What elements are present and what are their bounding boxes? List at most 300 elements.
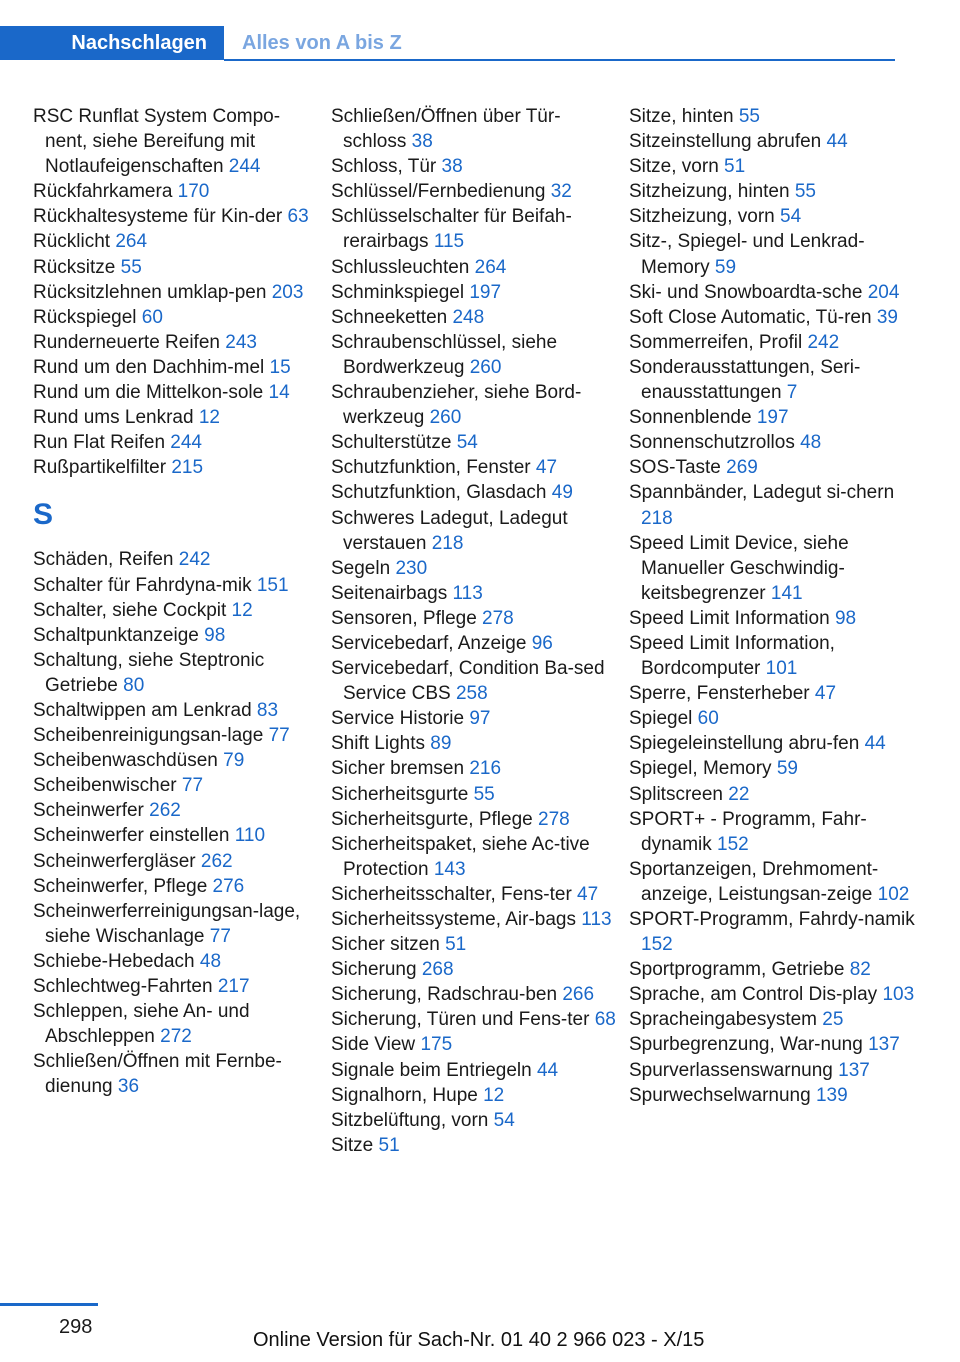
index-entry (629, 1083, 919, 1108)
index-entry-page-link[interactable]: 143 (433, 858, 466, 880)
index-entry-page-link[interactable]: 51 (724, 156, 746, 178)
index-entry (629, 606, 919, 631)
footer-text: Online Version für Sach-Nr. 01 40 2 966 023 - X/15 (253, 1329, 705, 1351)
index-entry (331, 1083, 616, 1108)
index-entry-page-link[interactable]: 51 (378, 1134, 400, 1156)
index-entry-page-link[interactable]: 141 (770, 582, 803, 604)
index-entry-term: Speed Limit Information, Bordcomputer (629, 632, 835, 680)
index-entry-page-link[interactable]: 170 (177, 181, 210, 203)
index-entry-page-link[interactable]: 55 (120, 256, 142, 278)
index-entry-term: Sitzbelüftung, vorn (331, 1109, 489, 1131)
index-entry (331, 104, 616, 154)
index-entry (629, 756, 919, 781)
index-entry-term: Schleppen, siehe An- und Abschleppen (33, 1001, 250, 1048)
index-entry (33, 405, 318, 430)
index-entry (629, 104, 919, 129)
index-entry (629, 1058, 919, 1083)
index-entry-term: Schlechtweg-Fahrten (33, 976, 213, 997)
index-entry-page-link[interactable]: 96 (531, 632, 553, 654)
index-entry (629, 480, 919, 530)
index-entry (629, 706, 919, 731)
index-entry-term: Schloss, Tür (331, 156, 437, 178)
index-entry (331, 957, 616, 982)
index-entry (33, 104, 318, 179)
index-entry (33, 823, 318, 848)
index-entry-page-link[interactable]: 54 (456, 432, 478, 454)
index-entry-term: Sicherheitspaket, siehe Ac‐tive Protection (331, 833, 590, 880)
index-entry (331, 154, 616, 179)
index-entry (629, 330, 919, 355)
index-entry-term: Schaltpunktanzeige (33, 624, 199, 646)
index-entry-term: Schalter, siehe Cockpit (33, 599, 227, 621)
index-entry-page-link[interactable]: 151 (256, 574, 289, 596)
index-entry (331, 807, 616, 832)
index-entry-term: Sicherung, Radschrau‐ben (331, 984, 558, 1006)
index-entry (33, 204, 318, 229)
header-tabbar (0, 26, 895, 62)
index-entry-term: Sitze (331, 1134, 374, 1156)
index-entry-term: Sicherung (331, 959, 417, 981)
index-entry-page-link[interactable]: 242 (807, 331, 840, 353)
index-entry (331, 455, 616, 480)
index-entry-term: SPORT+ - Programm, Fahr‐dynamik (629, 808, 867, 855)
index-entry-page-link[interactable]: 39 (876, 306, 898, 328)
index-entry-page-link[interactable]: 44 (826, 131, 848, 153)
index-entry-page-link[interactable]: 98 (834, 607, 857, 629)
index-entry (331, 380, 616, 430)
index-entry-term: Rund um den Dachhim‐mel (33, 356, 265, 378)
index-entry-term: Sicherheitsgurte, Pflege (331, 808, 533, 830)
index-entry-term: Rund ums Lenkrad (33, 407, 194, 429)
index-entry-page-link[interactable]: 269 (726, 457, 758, 479)
index-entry-term: Rückfahrkamera (33, 181, 173, 203)
index-entry-term: Sitzeinstellung abrufen (629, 131, 822, 153)
index-entry-page-link[interactable]: 55 (794, 181, 816, 203)
index-entry-page-link[interactable]: 264 (474, 256, 507, 278)
index-entry-page-link[interactable]: 101 (765, 658, 798, 680)
index-entry-term: Sonnenschutzrollos (629, 432, 795, 454)
index-entry-page-link[interactable]: 102 (877, 883, 910, 905)
index-entry (629, 982, 919, 1007)
index-entry (33, 455, 318, 480)
index-entry-page-link[interactable]: 59 (776, 758, 798, 780)
index-entry (33, 748, 318, 773)
index-entry-term: Schaltung, siehe Steptronic Getriebe (33, 649, 265, 696)
index-entry-page-link[interactable]: 243 (225, 331, 257, 353)
index-entry-term: Schraubenschlüssel, siehe Bordwerkzeug (331, 331, 558, 378)
index-entry-term: Rußpartikelfilter (33, 457, 167, 479)
index-entry (331, 280, 616, 305)
index-entry-page-link[interactable]: 47 (577, 883, 599, 905)
index-entry (331, 782, 616, 807)
index-entry (331, 882, 616, 907)
index-entry-page-link[interactable]: 54 (780, 206, 802, 228)
index-entry-page-link[interactable]: 260 (469, 356, 502, 378)
index-entry-term: Servicebedarf, Condition Ba‐sed Service CBS (331, 658, 605, 705)
index-entry-page-link[interactable]: 248 (452, 306, 485, 328)
index-entry (331, 832, 616, 882)
index-entry (331, 1058, 616, 1083)
index-entry-term: Schalter für Fahrdyna‐mik (33, 574, 252, 596)
index-entry-page-link[interactable]: 97 (469, 708, 491, 730)
index-entry (33, 1049, 318, 1099)
index-entry (331, 255, 616, 280)
index-entry (629, 957, 919, 982)
index-entry (33, 305, 318, 330)
index-entry-term: Signale beim Entriegeln (331, 1059, 532, 1081)
index-entry-page-link[interactable]: 276 (212, 875, 245, 897)
index-column-3 (629, 104, 919, 1108)
index-entry-page-link[interactable]: 230 (395, 557, 428, 579)
index-entry (33, 430, 318, 455)
index-entry-page-link[interactable]: 68 (594, 1009, 616, 1031)
index-entry-term: Sportprogramm, Getriebe (629, 959, 845, 981)
index-entry-term: Spurverlassenswarnung (629, 1059, 833, 1081)
index-entry-term: Shift Lights (331, 733, 425, 755)
index-entry-page-link[interactable]: 48 (199, 950, 222, 972)
index-entry-page-link[interactable]: 36 (117, 1076, 140, 1098)
index-entry (629, 154, 919, 179)
index-entry-term: Seitenairbags (331, 582, 448, 604)
index-entry-page-link[interactable]: 54 (493, 1109, 515, 1131)
index-entry-page-link[interactable]: 60 (697, 708, 719, 730)
index-entry (629, 807, 919, 857)
index-entry-term: Sicherheitssysteme, Air‐bags (331, 909, 576, 930)
index-entry (629, 731, 919, 756)
index-entry (33, 899, 318, 949)
index-entry (33, 999, 318, 1049)
index-entry-page-link[interactable]: 139 (815, 1084, 848, 1106)
index-entry-page-link[interactable]: 83 (256, 699, 279, 721)
index-entry (331, 731, 616, 756)
index-entry-page-link[interactable]: 262 (149, 800, 181, 822)
index-entry-term: Rückhaltesysteme für Kin‐der (33, 206, 283, 228)
index-entry-term: Scheinwerfer (33, 800, 144, 822)
index-entry-term: Sprache, am Control Dis‐play (629, 984, 878, 1006)
index-entry-term: Schweres Ladegut, Ladegut verstauen (331, 507, 568, 554)
index-entry (629, 179, 919, 204)
index-entry (331, 581, 616, 606)
index-entry-page-link[interactable]: 63 (287, 206, 309, 228)
index-entry-term: RSC Runflat System Compo‐nent, siehe Bereifung mit Notlaufeigenschaften (33, 106, 281, 178)
index-entry (331, 982, 616, 1007)
index-entry-page-link[interactable]: 175 (420, 1034, 453, 1056)
index-entry-term: Sicher bremsen (331, 758, 465, 780)
index-entry (33, 598, 318, 623)
index-entry-term: Schraubenzieher, siehe Bord‐werkzeug (331, 382, 582, 429)
index-entry-term: Service Historie (331, 708, 465, 730)
index-entry-term: Scheibenwischer (33, 775, 177, 797)
index-entry (33, 974, 318, 999)
index-entry-page-link[interactable]: 47 (535, 457, 558, 479)
index-entry (33, 229, 318, 254)
index-entry-page-link[interactable]: 115 (433, 231, 465, 253)
index-entry (331, 506, 616, 556)
index-entry-term: Schließen/Öffnen mit Fernbe‐dienung (33, 1051, 282, 1098)
index-entry (331, 430, 616, 455)
index-entry-term: Sommerreifen, Profil (629, 331, 803, 353)
index-entry-page-link[interactable]: 51 (445, 934, 467, 956)
index-entry-term: Sonderausstattungen, Seri‐enausstattungen (629, 356, 861, 404)
index-entry-page-link[interactable]: 55 (738, 106, 760, 127)
index-entry-term: Sperre, Fensterheber (629, 683, 810, 705)
index-entry-page-link[interactable]: 218 (641, 507, 673, 529)
section-letter: S (33, 498, 54, 532)
index-entry-page-link[interactable]: 215 (171, 457, 204, 479)
index-entry-term: Sitzheizung, vorn (629, 206, 775, 228)
index-entry-page-link[interactable]: 15 (269, 356, 291, 378)
index-entry (33, 949, 318, 974)
index-entry-term: Spracheingabesystem (629, 1009, 817, 1031)
index-entry-term: Segeln (331, 557, 391, 579)
index-entry (629, 907, 919, 957)
index-entry-term: Rücksitze (33, 256, 116, 278)
index-entry-term: Sicherheitsgurte (331, 783, 469, 805)
index-entry-term: Side View (331, 1034, 416, 1056)
index-entry-term: Spiegeleinstellung abru‐fen (629, 733, 860, 755)
index-entry-page-link[interactable]: 272 (160, 1026, 192, 1048)
index-entry (33, 849, 318, 874)
index-entry (629, 355, 919, 405)
header-rule (224, 59, 895, 61)
index-entry-page-link[interactable]: 262 (200, 850, 233, 872)
index-entry-term: Schutzfunktion, Glasdach (331, 482, 547, 504)
index-entry-term: Speed Limit Device, siehe Manueller Geschwindig‐keitsbegrenzer (629, 532, 849, 604)
index-entry-page-link[interactable]: 216 (469, 758, 502, 780)
index-entry-term: Sportanzeigen, Drehmoment‐anzeige, Leistungsan‐zeige (629, 858, 879, 905)
index-entry (33, 547, 318, 572)
index-entry-term: Ski- und Snowboardta‐sche (629, 281, 863, 303)
index-entry-term: Soft Close Automatic, Tü‐ren (629, 306, 872, 328)
index-entry (629, 631, 919, 681)
index-entry (33, 623, 318, 648)
index-entry (331, 305, 616, 330)
index-entry-page-link[interactable]: 268 (421, 959, 454, 981)
index-entry-page-link[interactable]: 82 (849, 959, 871, 981)
index-entry-page-link[interactable]: 55 (473, 783, 495, 805)
index-entry-term: Rücklicht (33, 231, 111, 253)
index-entry (33, 698, 318, 723)
index-entry-term: Sitze, vorn (629, 156, 719, 178)
index-entry-term: Schlüsselschalter für Beifah‐rerairbags (331, 206, 572, 253)
index-entry-term: Spurbegrenzung, War‐nung (629, 1034, 863, 1056)
index-entry (33, 330, 318, 355)
index-entry (331, 932, 616, 957)
index-entry (629, 280, 919, 305)
index-entry-term: Rücksitzlehnen umklap‐pen (33, 281, 267, 303)
index-entry-page-link[interactable]: 79 (223, 750, 245, 772)
index-entry-page-link[interactable]: 77 (181, 775, 204, 797)
index-entry-page-link[interactable]: 278 (482, 607, 514, 629)
index-entry-page-link[interactable]: 197 (756, 407, 789, 429)
index-entry-term: Sitzheizung, hinten (629, 181, 790, 203)
index-entry-page-link[interactable]: 49 (551, 482, 573, 504)
index-entry-term: Signalhorn, Hupe (331, 1084, 478, 1106)
index-entry-term: Spannbänder, Ladegut si‐chern (629, 482, 895, 504)
index-entry (331, 1108, 616, 1133)
index-entry-page-link[interactable]: 12 (231, 599, 253, 621)
index-entry (629, 405, 919, 430)
index-entry-page-link[interactable]: 152 (717, 833, 749, 855)
index-entry (33, 798, 318, 823)
index-entry-term: Scheinwerfer einstellen (33, 825, 230, 847)
index-entry (33, 648, 318, 698)
index-entry-page-link[interactable]: 260 (429, 407, 462, 429)
index-entry-term: Schutzfunktion, Fenster (331, 457, 531, 479)
index-entry-term: Servicebedarf, Anzeige (331, 632, 527, 654)
index-entry-page-link[interactable]: 113 (581, 909, 612, 930)
index-entry (331, 907, 616, 932)
index-entry (629, 455, 919, 480)
index-entry-term: SPORT-Programm, Fahrdy‐namik (629, 909, 915, 930)
index-entry-term: Rückspiegel (33, 306, 137, 328)
index-entry-term: Rund um die Mittelkon‐sole (33, 382, 264, 404)
index-entry-term: Scheibenreinigungsan‐lage (33, 725, 264, 747)
index-entry-page-link[interactable]: 77 (209, 925, 231, 947)
index-entry (629, 305, 919, 330)
tab-nachschlagen[interactable]: Nachschlagen (0, 26, 224, 60)
index-entry-term: Schlussleuchten (331, 256, 470, 278)
index-entry (331, 706, 616, 731)
index-entry-page-link[interactable]: 244 (170, 432, 202, 454)
index-entry-page-link[interactable]: 77 (268, 725, 290, 747)
index-entry-term: Schminkspiegel (331, 281, 465, 303)
index-entry-page-link[interactable]: 244 (228, 156, 261, 178)
index-entry (33, 355, 318, 380)
index-entry-page-link[interactable]: 47 (814, 683, 837, 705)
footer-rule (0, 1303, 98, 1306)
index-entry-page-link[interactable]: 103 (882, 984, 915, 1006)
index-entry (331, 656, 616, 706)
index-entry-page-link[interactable]: 197 (469, 281, 502, 303)
index-entry-page-link[interactable]: 152 (641, 934, 673, 956)
index-entry-page-link[interactable]: 264 (115, 231, 148, 253)
index-entry-page-link[interactable]: 137 (838, 1059, 870, 1081)
index-entry (331, 480, 616, 505)
index-entry-page-link[interactable]: 217 (217, 976, 250, 997)
index-entry-page-link[interactable]: 278 (538, 808, 570, 830)
index-entry-term: Spiegel (629, 708, 693, 730)
index-entry-page-link[interactable]: 80 (123, 674, 145, 696)
index-entry-term: Run Flat Reifen (33, 432, 166, 454)
index-entry-term: Schäden, Reifen (33, 549, 174, 571)
page-number: 298 (59, 1316, 93, 1338)
index-entry (629, 1007, 919, 1032)
index-entry-page-link[interactable]: 89 (430, 733, 452, 755)
index-entry-page-link[interactable]: 22 (728, 783, 750, 805)
index-entry-term: Spiegel, Memory (629, 758, 772, 780)
index-column-2 (331, 104, 616, 1158)
index-entry-term: Scheibenwaschdüsen (33, 750, 218, 772)
index-entry-term: Sicher sitzen (331, 934, 440, 956)
index-entry (331, 756, 616, 781)
index-entry (629, 129, 919, 154)
index-entry-term: Schließen/Öffnen über Tür‐schloss (331, 106, 561, 153)
index-entry (629, 531, 919, 606)
index-entry-term: Schlüssel/Fernbedienung (331, 181, 546, 203)
index-entry-page-link[interactable]: 44 (864, 733, 886, 755)
index-entry-page-link[interactable]: 59 (714, 256, 737, 278)
index-entry-term: Runderneuerte Reifen (33, 331, 220, 353)
index-entry (629, 857, 919, 907)
index-entry-term: Sicherung, Türen und Fens‐ter (331, 1009, 590, 1031)
index-entry (33, 280, 318, 305)
index-entry-page-link[interactable]: 48 (800, 432, 822, 454)
index-entry-page-link[interactable]: 12 (198, 407, 220, 429)
index-entry-term: Sonnenblende (629, 407, 752, 429)
index-entry-page-link[interactable]: 38 (411, 131, 433, 153)
index-entry (629, 430, 919, 455)
index-entry (331, 556, 616, 581)
index-entry (33, 573, 318, 598)
index-entry (331, 631, 616, 656)
index-entry-page-link[interactable]: 218 (431, 532, 464, 554)
index-entry-term: Sitze, hinten (629, 106, 734, 127)
index-column-1 (33, 104, 318, 1099)
index-entry (33, 723, 318, 748)
index-entry-term: Speed Limit Information (629, 607, 830, 629)
index-entry-page-link[interactable]: 98 (204, 624, 226, 646)
index-entry-page-link[interactable]: 110 (234, 825, 266, 847)
index-entry-page-link[interactable]: 203 (271, 281, 304, 303)
index-entry-term: Schneeketten (331, 306, 448, 328)
index-entry (33, 255, 318, 280)
index-entry-term: Spurwechselwarnung (629, 1084, 811, 1106)
index-entry-page-link[interactable]: 137 (868, 1034, 900, 1056)
index-entry (331, 1007, 616, 1032)
index-entry-term: Sitz-, Spiegel- und Lenkrad-Memory (629, 231, 865, 278)
index-entry-page-link[interactable]: 266 (562, 984, 595, 1006)
index-entry (331, 606, 616, 631)
index-entry-page-link[interactable]: 113 (452, 582, 483, 604)
index-entry (331, 1133, 616, 1158)
index-entry-term: Scheinwerfer, Pflege (33, 875, 208, 897)
index-entry-page-link[interactable]: 44 (536, 1059, 559, 1081)
index-entry-page-link[interactable]: 32 (550, 181, 572, 203)
index-entry (331, 330, 616, 380)
index-entry (331, 1032, 616, 1057)
index-entry (33, 179, 318, 204)
index-entry-term: Scheinwerferreinigungsan‐lage, siehe Wischanlage (33, 900, 301, 947)
index-entry-page-link[interactable]: 38 (441, 156, 463, 178)
index-entry (629, 1032, 919, 1057)
index-entry-page-link[interactable]: 60 (141, 306, 163, 328)
index-entry-term: Splitscreen (629, 783, 723, 805)
index-entry-page-link[interactable]: 14 (268, 382, 290, 404)
index-entry-page-link[interactable]: 12 (483, 1084, 505, 1106)
index-entry-page-link[interactable]: 204 (867, 281, 900, 303)
index-entry (331, 179, 616, 204)
index-entry-term: SOS-Taste (629, 457, 721, 479)
index-entry (629, 204, 919, 229)
index-entry-page-link[interactable]: 242 (178, 549, 211, 571)
index-entry-term: Scheinwerfergläser (33, 850, 196, 872)
index-entry-page-link[interactable]: 258 (455, 683, 488, 705)
index-entry-page-link[interactable]: 25 (822, 1009, 844, 1031)
index-entry (331, 204, 616, 254)
index-entry-term: Schaltwippen am Lenkrad (33, 699, 252, 721)
index-entry-term: Schulterstütze (331, 432, 452, 454)
index-entry (33, 773, 318, 798)
tab-alles-von-a-bis-z[interactable]: Alles von A bis Z (242, 31, 402, 54)
index-entry (33, 874, 318, 899)
index-entry (629, 782, 919, 807)
index-entry-term: Sicherheitsschalter, Fens‐ter (331, 883, 572, 905)
index-entry-term: Schiebe-Hebedach (33, 950, 195, 972)
index-entry-term: Sensoren, Pflege (331, 607, 477, 629)
index-entry-page-link[interactable]: 7 (786, 382, 798, 404)
index-entry (629, 681, 919, 706)
